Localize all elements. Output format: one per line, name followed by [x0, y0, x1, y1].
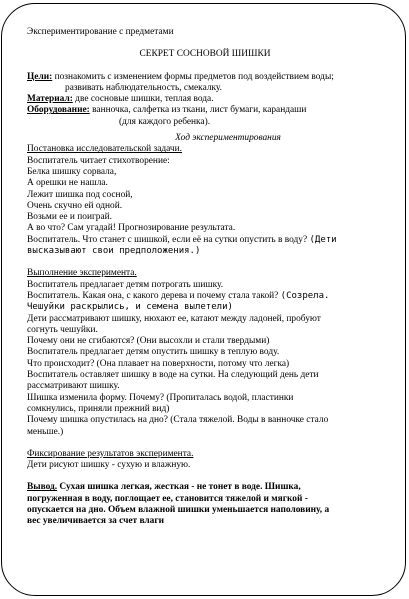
experiment-line-10: Шишка изменила форму. Почему? (Пропиталась водой, пластинки [27, 392, 294, 403]
material-line [27, 94, 389, 105]
experiment-question: Воспитатель. Какая она, с какого дерева и почему стала такой? [27, 290, 281, 301]
conclusion-line-1 [27, 482, 389, 493]
task-line-4: Очень скучно ей одной. [27, 200, 123, 211]
experiment-line-6: Воспитатель предлагает детям опустить шишку в теплую воду. [27, 347, 280, 358]
material-text: две сосновые шишки, теплая вода. [72, 94, 214, 105]
course-heading: Ход экспериментирования [175, 133, 281, 144]
experiment-line-1: Воспитатель предлагает детям потрогать шишку. [27, 279, 224, 290]
equipment-line-2: (для каждого ребенка). [119, 116, 211, 127]
experiment-line-9: рассматривают шишку. [27, 381, 120, 392]
equipment-line-1 [27, 105, 389, 116]
task-line-2: А орешки не нашла. [27, 178, 108, 189]
experiment-line-4: согнуть чешуйки. [27, 324, 98, 335]
results-heading: Фиксирование результатов эксперимента. [27, 448, 194, 459]
task-line-5: Возьми ее и поиграй. [27, 212, 113, 223]
experiment-line-2 [27, 291, 389, 302]
task-question-answer-2: высказывают свои предположения.) [27, 246, 201, 257]
conclusion-line-3: опускается на дно. Объем влажной шишки уменьшается наполовину, а [27, 504, 330, 515]
experiment-line-5: Почему они не сгибаются? (Они высохли и стали твердыми) [27, 336, 270, 347]
experiment-answer-1: (Созрела. [280, 290, 330, 301]
task-line-3: Лежит шишка под сосной, [27, 189, 133, 200]
experiment-line-13: меньше.) [27, 426, 64, 437]
goals-text-1: познакомить с изменением формы предметов под воздействием воды; [52, 71, 334, 82]
experiment-line-7: Что происходит? (Она плавает на поверхности, потому что легка) [27, 358, 290, 369]
task-question-text: Воспитатель. Что станет с шишкой, если её на сутки опустить в воду? [27, 234, 310, 245]
document-title: СЕКРЕТ СОСНОВОЙ ШИШКИ [139, 49, 271, 60]
goals-label: Цели: [27, 71, 53, 82]
task-question [27, 235, 389, 246]
section-label: Экспериментирование с предметами [27, 27, 174, 37]
results-line-1: Дети рисуют шишку - сухую и влажную. [27, 460, 191, 471]
task-question-answer-1: (Дети [309, 234, 337, 245]
goals-line-2: развивать наблюдательность, смекалку. [65, 82, 223, 93]
conclusion-line-2: погруженная в воду, поглощает ее, становится тяжелой и мягкой - [27, 493, 308, 504]
experiment-heading: Выполнение эксперимента. [27, 268, 137, 279]
task-line-0: Воспитатель читает стихотворение: [27, 155, 170, 166]
experiment-answer-2: Чешуйки раскрылись, и семена вылетели) [27, 302, 233, 313]
material-label: Материал: [27, 94, 73, 105]
document-body [27, 27, 389, 528]
equipment-text-1: ванночка, салфетка из ткани, лист бумаги, карандаши [89, 105, 307, 116]
task-heading: Постановка исследовательской задачи. [27, 144, 183, 155]
page-frame [1, 3, 406, 596]
task-line-1: Белка шишку сорвала, [27, 166, 117, 177]
experiment-line-8: Воспитатель оставляет шишку в воде на сутки. На следующий день дети [27, 370, 319, 381]
equipment-label: Оборудование: [27, 105, 90, 116]
experiment-line-3: Дети рассматривают шишку, нюхают ее, катают между ладоней, пробуют [27, 313, 321, 324]
conclusion-line-4: вес увеличивается за счет влаги [27, 516, 165, 527]
conclusion-label: Вывод. [27, 482, 58, 493]
experiment-line-12: Почему шишка опустилась на дно? (Стала тяжелой. Воды в ванночке стало [27, 415, 329, 426]
experiment-line-11: сомкнулись, приняли прежний вид) [27, 403, 170, 414]
task-line-6: А во что? Сам угадай! Прогнозирование результата. [27, 223, 236, 234]
conclusion-text-1: Сухая шишка легкая, жесткая - не тонет в воде. Шишка, [57, 482, 301, 493]
goals-line-1 [27, 72, 389, 83]
